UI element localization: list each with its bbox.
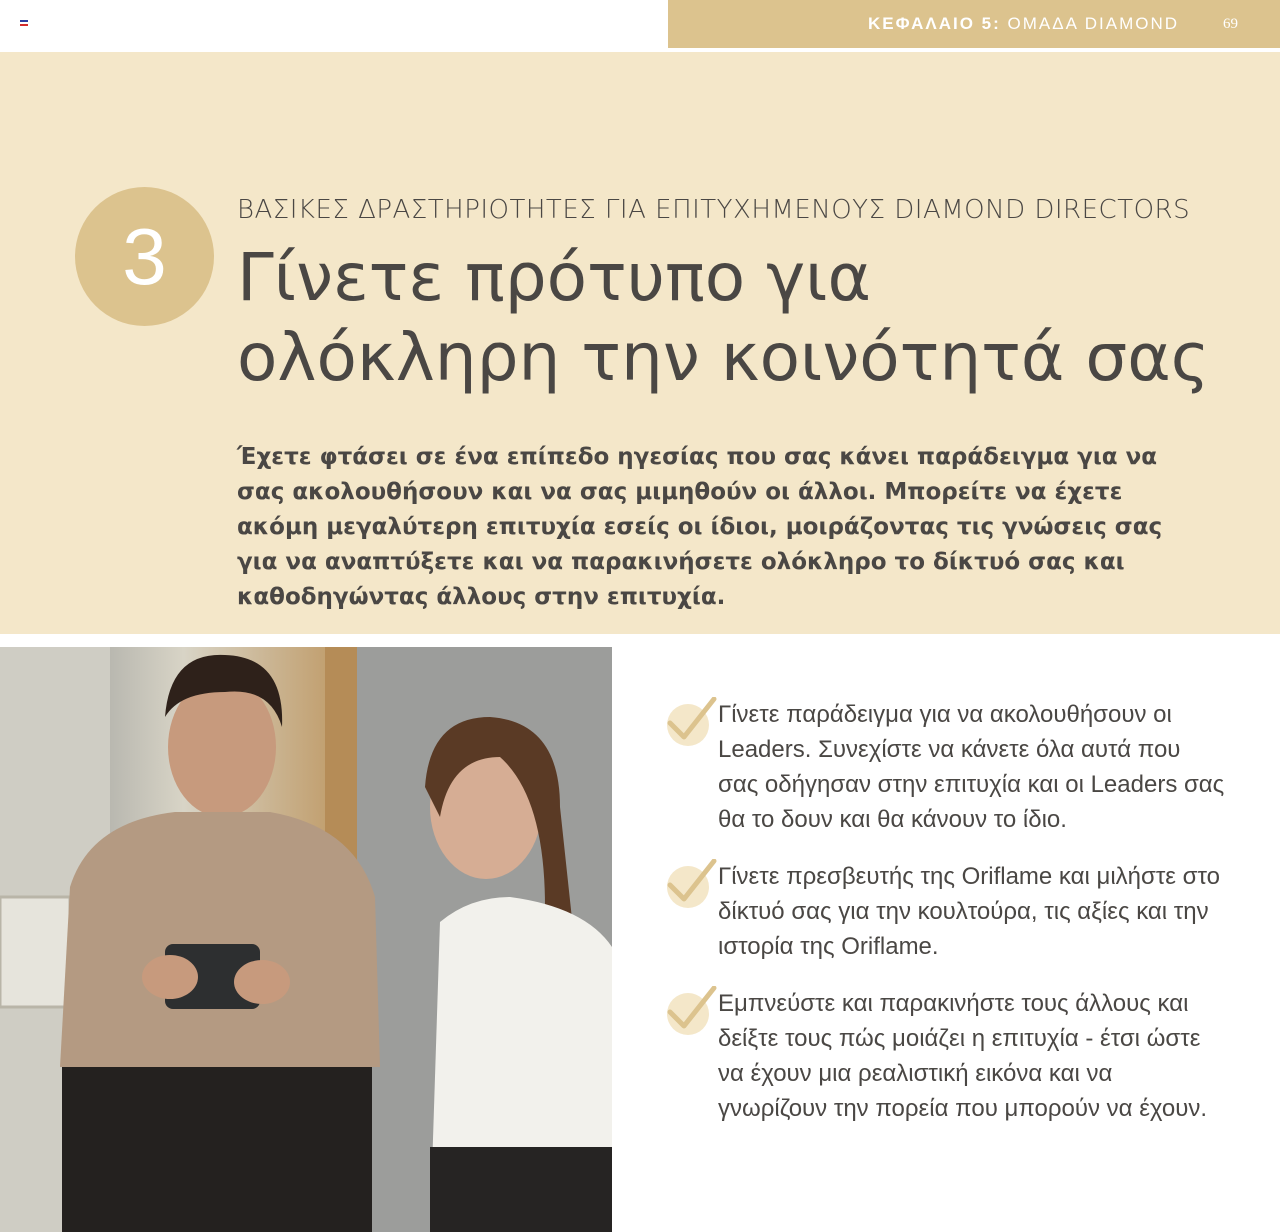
bullet-text: Γίνετε πρεσβευτής της Oriflame και μιλήστε στο δίκτυό σας για την κουλτούρα, τις αξίες και την ιστορία της Oriflame. (718, 863, 1220, 960)
chapter-tab (668, 0, 1280, 48)
page-title-line-1: Γίνετε πρότυπο για (237, 239, 871, 316)
bullet-list (666, 697, 1226, 1148)
page-title-line-2: ολόκληρη την κοινότητά σας (237, 319, 1210, 396)
chapter-label: ΚΕΦΑΛΑΙΟ 5: (868, 14, 1001, 33)
page-number: 69 (1223, 16, 1238, 32)
checkmark-icon (666, 697, 718, 747)
bullet-text: Γίνετε παράδειγμα για να ακολουθήσουν οι Leaders. Συνεχίστε να κάνετε όλα αυτά που σας οδήγησαν στην επιτυχία και οι Leaders σας θα το δουν και θα κάνουν το ίδιο. (718, 701, 1225, 833)
checkmark-icon (666, 986, 718, 1036)
intro-panel (0, 52, 1280, 634)
chapter-heading (868, 14, 1179, 34)
section-eyebrow: ΒΑΣΙΚΕΣ ΔΡΑΣΤΗΡΙΟΤΗΤΕΣ ΓΙΑ ΕΠΙΤΥΧΗΜΕΝΟΥΣ DIAMOND DIRECTORS (237, 195, 1191, 225)
chapter-title: ΟΜΑΔΑ DIAMOND (1007, 14, 1180, 33)
flag-icon (20, 20, 28, 26)
lead-paragraph: Έχετε φτάσει σε ένα επίπεδο ηγεσίας που σας κάνει παράδειγμα για να σας ακολουθήσουν και να σας μιμηθούν οι άλλοι. Μπορείτε να έχετε ακόμη μεγαλύτερη επιτυχία εσείς οι ίδιοι, μοιράζοντας τις γνώσεις σας για να αναπτύξετε και να παρακινήσετε ολόκληρο το δίκτυό σας και καθοδηγώντας άλλους στην επιτυχία. (237, 444, 1163, 610)
bullet-text: Εμπνεύστε και παρακινήστε τους άλλους και δείξτε τους πώς μοιάζει η επιτυχία - έτσι ώστε να έχουν μια ρεαλιστική εικόνα και να γνωρίζουν την πορεία που μπορούν να έχουν. (718, 990, 1208, 1122)
bullet-item (666, 697, 1226, 837)
photo-illustration (0, 647, 612, 1232)
checkmark-icon (666, 859, 718, 909)
section-number-badge: 3 (75, 187, 214, 326)
bullet-item (666, 986, 1226, 1126)
bullet-item (666, 859, 1226, 964)
team-photo (0, 647, 612, 1232)
page-title (237, 238, 1237, 398)
